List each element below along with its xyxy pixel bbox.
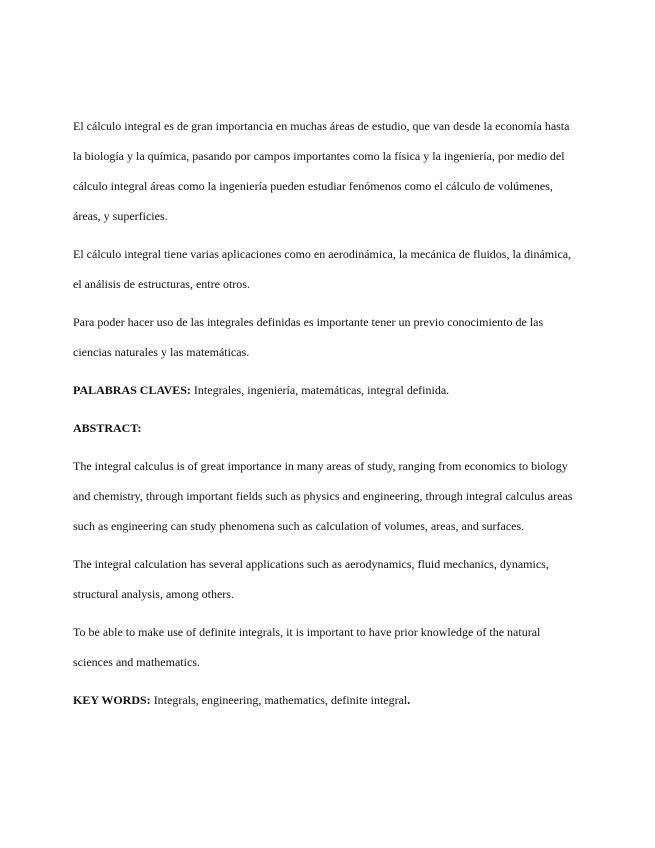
document-page bbox=[73, 111, 581, 715]
resumen-paragraph-1: El cálculo integral es de gran importancia en muchas áreas de estudio, que van desde la economía hasta la biología y la química, pasando por campos importantes como la física y la ingeniería, por medio del cálculo integral áreas como la ingeniería pueden estudiar fenómenos como el cálculo de volúmenes, áreas, y superficies. bbox=[73, 119, 570, 223]
resumen-keywords bbox=[73, 375, 581, 405]
abstract-paragraph-2: The integral calculation has several applications such as aerodynamics, fluid mechanics, dynamics, structural analysis, among others. bbox=[73, 557, 549, 601]
resumen-paragraph-3: Para poder hacer uso de las integrales definidas es importante tener un previo conocimiento de las ciencias naturales y las matemáticas. bbox=[73, 315, 544, 359]
abstract-paragraph-3: To be able to make use of definite integrals, it is important to have prior knowledge of the natural sciences and mathematics. bbox=[73, 625, 541, 669]
resumen-keywords-label: PALABRAS CLAVES: bbox=[73, 383, 191, 397]
abstract-keywords-label: KEY WORDS: bbox=[73, 693, 151, 707]
abstract-keywords bbox=[73, 685, 581, 715]
resumen-paragraph-2: El cálculo integral tiene varias aplicaciones como en aerodinámica, la mecánica de fluidos, la dinámica, el análisis de estructuras, entre otros. bbox=[73, 247, 572, 291]
abstract-paragraph-1: The integral calculus is of great importance in many areas of study, ranging from economics to biology and chemistry, through important fields such as physics and engineering, through integral calculus areas such as engineering can study phenomena such as calculation of volumes, areas, and surfaces. bbox=[73, 459, 573, 533]
resumen-keywords-text: Integrales, ingeniería, matemáticas, integral definida. bbox=[190, 383, 450, 397]
abstract-heading: ABSTRACT: bbox=[73, 421, 142, 435]
abstract-keywords-period: . bbox=[407, 693, 411, 707]
abstract-keywords-text: Integrals, engineering, mathematics, definite integral bbox=[150, 693, 408, 707]
